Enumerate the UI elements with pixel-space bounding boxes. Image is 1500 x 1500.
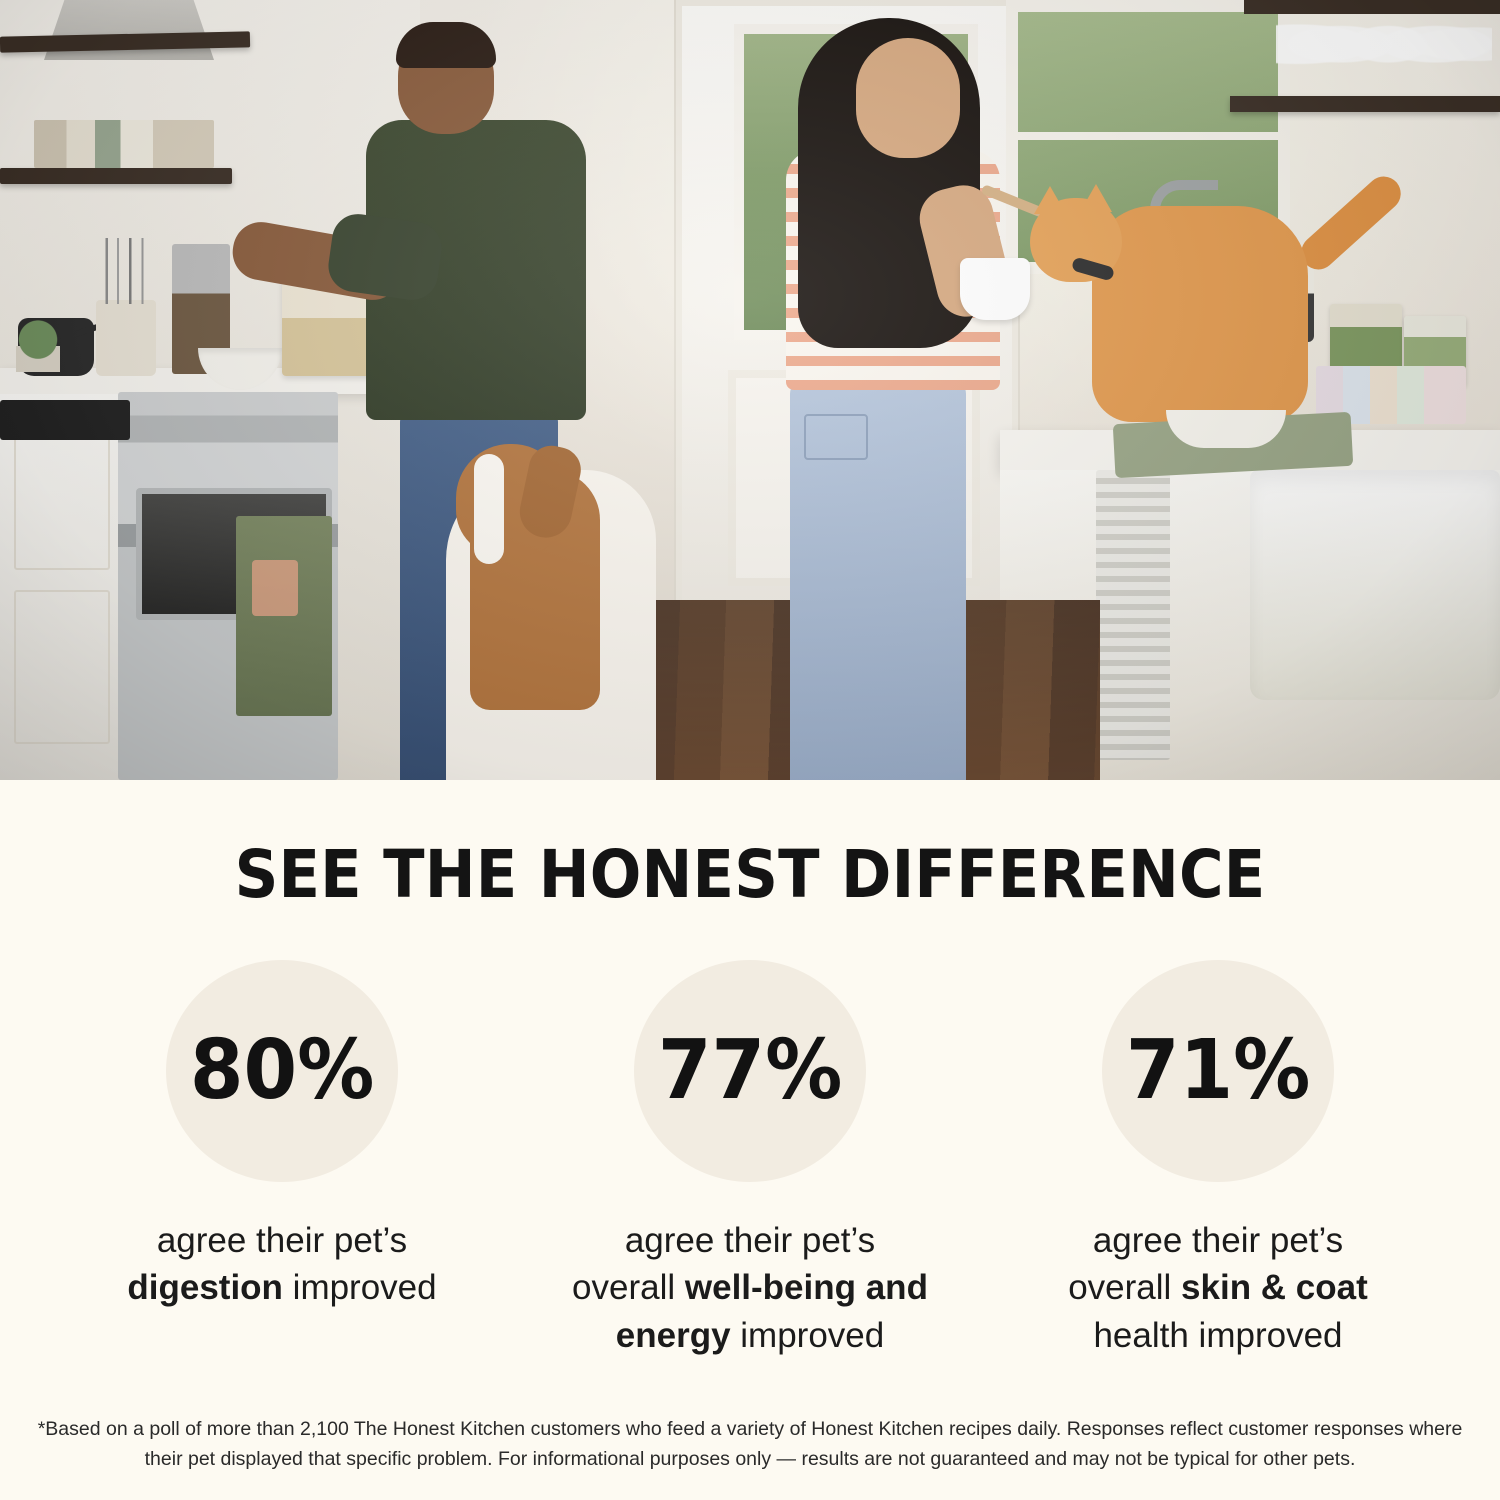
stat-circle-3 (1102, 960, 1334, 1182)
stat-percent-3: 71% (1125, 1023, 1311, 1118)
woman-head (856, 38, 960, 158)
dog-face-blaze (474, 454, 504, 564)
right-upper-shelf (1244, 0, 1500, 14)
stat-caption-line (1012, 1264, 1424, 1311)
stat-item-wellbeing (544, 953, 956, 1359)
stat-caption-1 (76, 1217, 488, 1312)
stat-item-digestion (76, 953, 488, 1312)
stat-percent-1: 80% (189, 1023, 375, 1118)
stats-row (0, 913, 1500, 1359)
man-hair (396, 22, 496, 68)
cat-body (1092, 206, 1308, 422)
cat-food-bowl (960, 258, 1030, 320)
stat-circle-wrap-1 (76, 953, 488, 1189)
stat-caption-line (76, 1264, 488, 1311)
stat-circle-2 (634, 960, 866, 1182)
stat-caption-rest: overall (1068, 1268, 1182, 1308)
stat-caption-emphasis: digestion (127, 1268, 283, 1308)
woman-jeans (790, 378, 966, 780)
stove-burners (0, 400, 130, 440)
stat-caption-emphasis: well-being and (684, 1268, 928, 1308)
stat-caption-emphasis: skin & coat (1181, 1268, 1368, 1308)
stat-caption-3 (1012, 1217, 1424, 1359)
stat-caption-rest: overall (572, 1268, 685, 1308)
stat-caption-2 (544, 1217, 956, 1359)
stat-circle-wrap-3 (1012, 953, 1424, 1189)
man-sleeve (325, 211, 445, 304)
stat-circle-1 (166, 960, 398, 1182)
lower-shelf (0, 168, 232, 184)
stat-caption-line (544, 1264, 956, 1311)
stat-caption-emphasis: energy (615, 1315, 731, 1355)
stat-caption-rest: improved (730, 1315, 885, 1355)
stat-caption-line: health improved (1093, 1315, 1343, 1355)
striped-towel (1096, 470, 1170, 760)
shelf-books (34, 120, 214, 168)
stat-caption-line (544, 1312, 956, 1359)
cooking-utensils (100, 238, 156, 304)
right-shelf (1230, 96, 1500, 112)
stat-caption-line: agree their pet’s (156, 1221, 408, 1260)
potted-plant (16, 318, 60, 372)
stat-circle-wrap-2 (544, 953, 956, 1189)
utensil-crock (96, 300, 156, 376)
disclaimer-text: *Based on a poll of more than 2,100 The Honest Kitchen customers who feed a variety of Honest Kitchen recipes daily. Responses reflect customer responses where their pet displayed that specific problem. For informational purposes only — results are not guaranteed and may not be typical for other pets. (37, 1417, 1463, 1470)
stat-caption-line: agree their pet’s (1092, 1221, 1344, 1260)
stat-item-skin-coat (1012, 953, 1424, 1359)
page-title: SEE THE HONEST DIFFERENCE (234, 836, 1266, 913)
green-oven-towel (236, 516, 332, 716)
wine-glasses (1276, 22, 1492, 96)
stats-panel (0, 780, 1500, 1500)
stat-percent-2: 77% (657, 1023, 843, 1118)
left-cabinets (0, 394, 122, 780)
stat-caption-rest: improved (282, 1268, 437, 1308)
stat-caption-line: agree their pet’s (624, 1221, 876, 1260)
farmhouse-sink (1250, 470, 1500, 700)
cat-tail (1294, 170, 1407, 277)
counter-dish (1166, 410, 1286, 448)
